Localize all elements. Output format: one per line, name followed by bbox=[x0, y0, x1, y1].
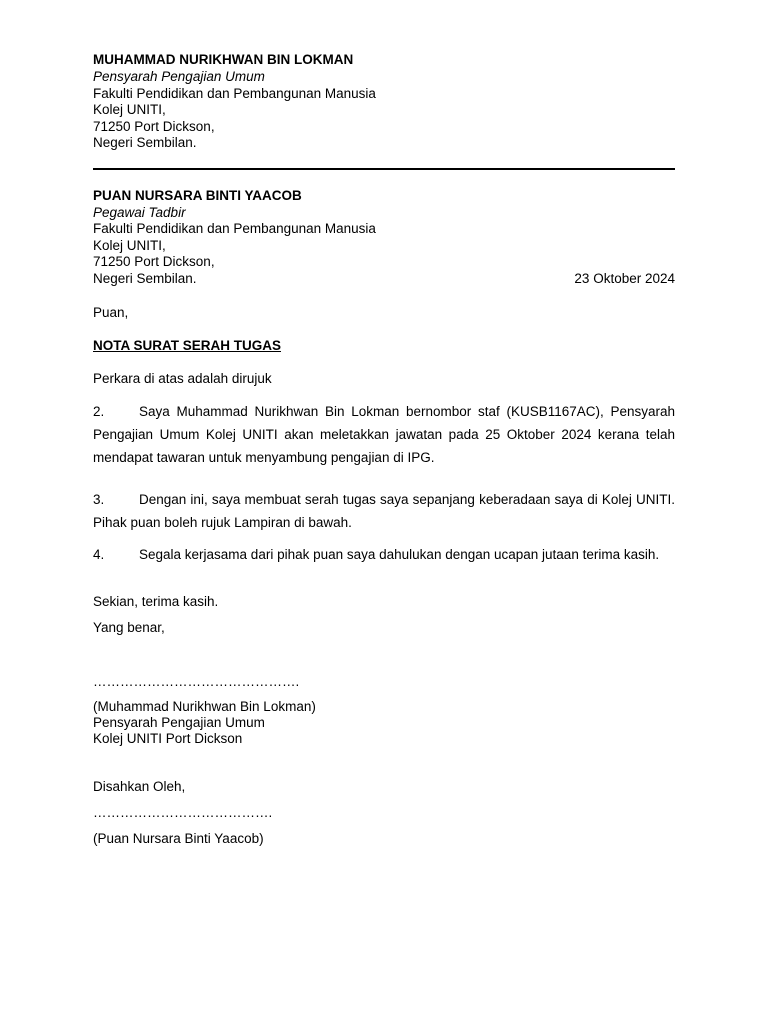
yours-line: Yang benar, bbox=[93, 620, 165, 635]
verification-signature-line: …………………………………. bbox=[93, 805, 273, 820]
paragraph-number: 2. bbox=[93, 404, 105, 419]
letter-page bbox=[93, 0, 675, 1024]
recipient-faculty: Fakulti Pendidikan dan Pembangunan Manusia bbox=[93, 221, 376, 236]
paragraph-text: Dengan ini, saya membuat serah tugas saya sepanjang keberadaan saya di Kolej UNITI. Pihak puan boleh rujuk Lampiran di bawah. bbox=[93, 492, 675, 530]
sender-college: Kolej UNITI, bbox=[93, 102, 166, 117]
sender-state: Negeri Sembilan. bbox=[93, 135, 197, 150]
signatory-college: Kolej UNITI Port Dickson bbox=[93, 731, 243, 746]
signatory-name: (Muhammad Nurikhwan Bin Lokman) bbox=[93, 699, 316, 714]
paragraph-number: 4. bbox=[93, 547, 105, 562]
paragraph-text: Saya Muhammad Nurikhwan Bin Lokman bernombor staf (KUSB1167AC), Pensyarah Pengajian Umum Kolej UNITI akan meletakkan jawatan pada 25 Oktober 2024 kerana telah mendapat tawaran untuk menyambung pengajian di IPG. bbox=[93, 404, 675, 465]
recipient-name: PUAN NURSARA BINTI YAACOB bbox=[93, 188, 302, 203]
sender-name: MUHAMMAD NURIKHWAN BIN LOKMAN bbox=[93, 52, 354, 67]
paragraph-3 bbox=[93, 488, 675, 534]
letter-date: 23 Oktober 2024 bbox=[574, 271, 675, 286]
paragraph-4 bbox=[93, 543, 675, 566]
recipient-postcode: 71250 Port Dickson, bbox=[93, 254, 215, 269]
paragraph-number: 3. bbox=[93, 492, 105, 507]
sender-faculty: Fakulti Pendidikan dan Pembangunan Manusia bbox=[93, 86, 376, 101]
sender-postcode: 71250 Port Dickson, bbox=[93, 119, 215, 134]
recipient-state: Negeri Sembilan. bbox=[93, 271, 197, 286]
reference-line: Perkara di atas adalah dirujuk bbox=[93, 371, 272, 386]
recipient-position: Pegawai Tadbir bbox=[93, 205, 186, 220]
paragraph-2 bbox=[93, 400, 675, 469]
verifier-name: (Puan Nursara Binti Yaacob) bbox=[93, 831, 264, 846]
header-divider bbox=[93, 168, 675, 170]
signatory-position: Pensyarah Pengajian Umum bbox=[93, 715, 265, 730]
recipient-college: Kolej UNITI, bbox=[93, 238, 166, 253]
verification-label: Disahkan Oleh, bbox=[93, 779, 186, 794]
salutation: Puan, bbox=[93, 305, 129, 320]
signature-line: ………………………………………. bbox=[93, 674, 300, 689]
closing-line: Sekian, terima kasih. bbox=[93, 594, 219, 609]
subject-heading: NOTA SURAT SERAH TUGAS bbox=[93, 338, 281, 353]
paragraph-text: Segala kerjasama dari pihak puan saya dahulukan dengan ucapan jutaan terima kasih. bbox=[139, 547, 660, 562]
sender-position: Pensyarah Pengajian Umum bbox=[93, 69, 265, 84]
